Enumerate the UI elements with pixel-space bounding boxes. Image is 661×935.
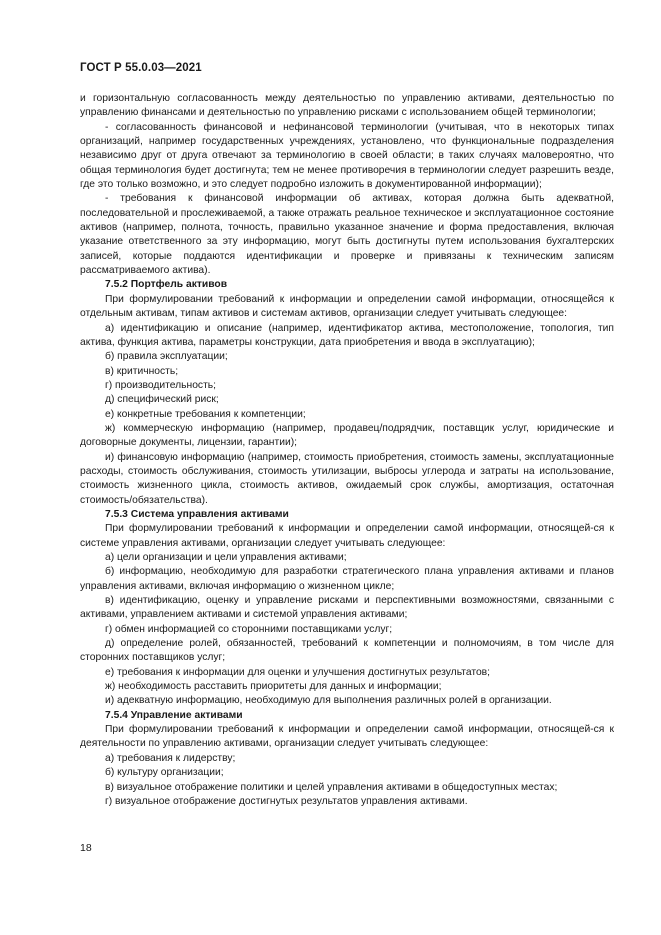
list-item: а) идентификацию и описание (например, идентификатор актива, местоположение, топология, тип актива, функция актива, параметры конструкции, дата приобретения и ввода в эксплуатацию);: [80, 322, 614, 348]
document-body: [80, 92, 614, 809]
paragraph: и горизонтальную согласованность между деятельностью по управлению активами, деятельностью по управлению финансами и деятельностью по управлению рисками с использованием общей терминологии;: [80, 93, 614, 119]
list-item: ж) необходимость расставить приоритеты для данных и информации;: [105, 681, 442, 693]
list-item: в) визуальное отображение политики и целей управления активами в общедоступных местах;: [105, 781, 558, 793]
list-item: г) производительность;: [105, 379, 217, 391]
list-item: е) конкретные требования к компетенции;: [105, 408, 306, 420]
page-number: 18: [80, 842, 92, 854]
section-heading-7-5-4: 7.5.4 Управление активами: [105, 709, 243, 721]
list-item: - требования к финансовой информации об активах, которая должна быть адекватной, последовательной и прослеживаемой, а также отражать реальное техническое и эксплуатационное состояние активов (например, полнота, точность, правильно указанное значение и форма предоставления, включая указание ответственного за эту информацию, могут быть достигнуты путем использования бухгалтерских записей, которые поддаются идентификации и проверке и привязаны к техническим записям рассматриваемого актива).: [80, 193, 614, 277]
list-item: д) определение ролей, обязанностей, требований к компетенции и полномочиям, в том числе для сторонних поставщиков услуг;: [80, 638, 614, 664]
document-header: ГОСТ Р 55.0.03—2021: [80, 62, 202, 74]
list-item: а) требования к лидерству;: [105, 752, 236, 764]
list-item: и) финансовую информацию (например, стоимость приобретения, стоимость замены, эксплуатационные расходы, стоимость обслуживания, стоимость утилизации, выбросы углерода и затраты на использование, стоимость жизненного цикла, стоимость активов, ожидаемый срок службы, амортизация, остаточная стоимость/обязательства).: [80, 451, 614, 506]
paragraph: При формулировании требований к информации и определении самой информации, относящейся к отдельным активам, типам активов и системам активов, организации следует учитывать следующее:: [80, 293, 614, 320]
list-item: - согласованность финансовой и нефинансовой терминологии (учитывая, что в некоторых типах организаций, например государственных учреждениях, установлено, что функциональные подразделения независимо друг от друга отвечают за терминологию в своей области; в таких случаях маловероятно, что общая терминология будет достигнута; тем не менее противоречия в терминологии следует разрешить везде, где это только возможно, и это следует подробно изложить в документированной информации);: [80, 121, 614, 191]
paragraph: При формулировании требований к информации и определении самой информации, относящей-ся к системе управления активами, организации следует учитывать следующее:: [80, 523, 614, 549]
list-item: а) цели организации и цели управления активами;: [105, 552, 347, 563]
section-heading-7-5-3: 7.5.3 Система управления активами: [105, 508, 289, 520]
section-heading-7-5-2: 7.5.2 Портфель активов: [105, 279, 228, 291]
list-item: б) культуру организации;: [105, 767, 224, 779]
list-item: е) требования к информации для оценки и улучшения достигнутых результатов;: [105, 666, 491, 678]
list-item: г) визуальное отображение достигнутых результатов управления активами.: [105, 795, 468, 807]
list-item: б) правила эксплуатации;: [105, 351, 228, 363]
list-item: в) критичность;: [105, 365, 179, 377]
list-item: д) специфический риск;: [105, 394, 219, 406]
list-item: ж) коммерческую информацию (например, продавец/подрядчик, поставщик услуг, юридические и договорные документы, лицензии, гарантии);: [80, 422, 614, 449]
list-item: и) адекватную информацию, необходимую для выполнения различных ролей в организации.: [105, 695, 552, 707]
list-item: б) информацию, необходимую для разработки стратегического плана управления активами и планов управления активами, включая информацию о жизненном цикле;: [80, 566, 614, 592]
paragraph: При формулировании требований к информации и определении самой информации, относящей-ся к деятельности по управлению активами, организации следует учитывать следующее:: [80, 724, 614, 750]
list-item: в) идентификацию, оценку и управление рисками и перспективными возможностями, связанными с активами, управлением активами и системой управления активами;: [80, 595, 614, 621]
list-item: г) обмен информацией со сторонними поставщиками услуг;: [105, 623, 393, 635]
